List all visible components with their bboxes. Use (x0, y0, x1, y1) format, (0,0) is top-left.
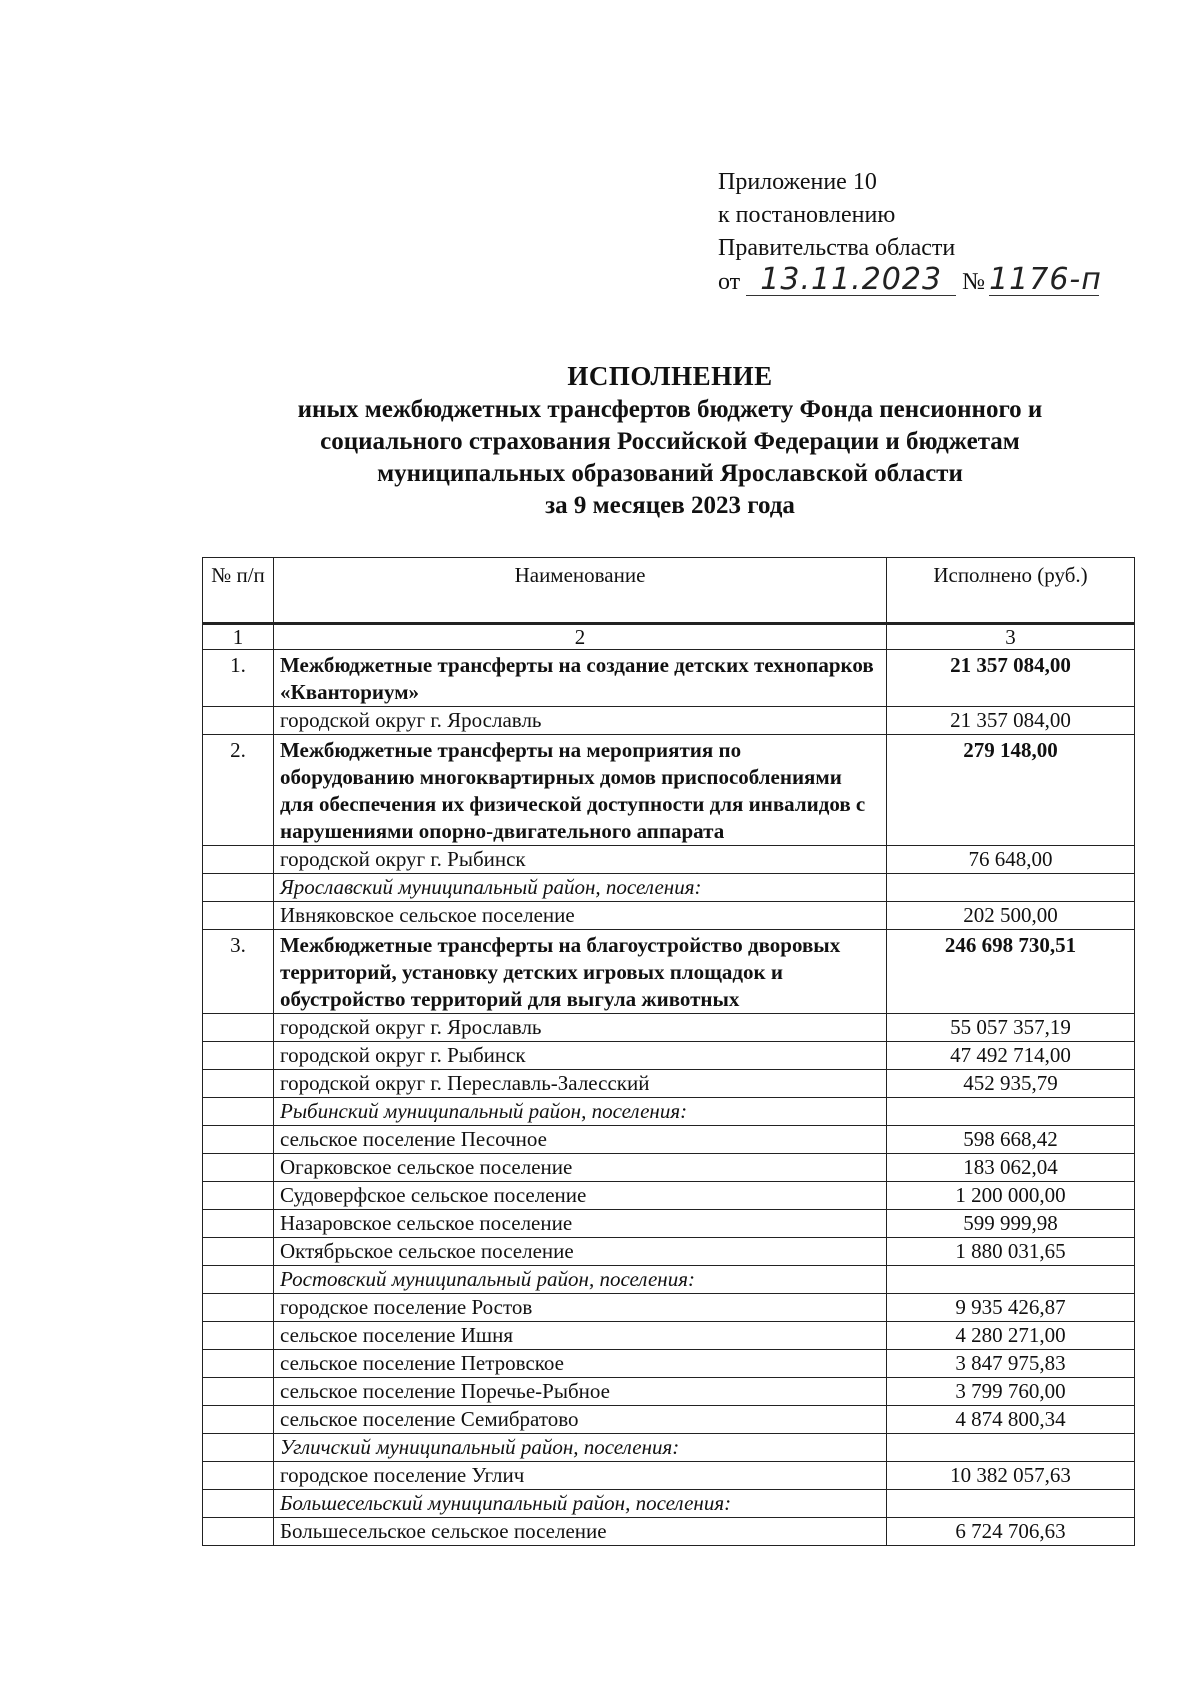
row-amount: 4 280 271,00 (887, 1322, 1135, 1350)
row-amount: 21 357 084,00 (887, 707, 1135, 735)
table-row (203, 1294, 1135, 1322)
row-name: Межбюджетные трансферты на создание детских технопарков «Кванториум» (274, 650, 887, 707)
header-name: Наименование (274, 558, 887, 624)
number-label: № (962, 269, 986, 295)
row-num (203, 902, 274, 930)
row-num (203, 1266, 274, 1294)
row-num (203, 707, 274, 735)
row-name: Угличский муниципальный район, поселения: (274, 1434, 887, 1462)
table-row (203, 1350, 1135, 1378)
row-amount (887, 1434, 1135, 1462)
row-amount: 6 724 706,63 (887, 1518, 1135, 1546)
table-row (203, 1042, 1135, 1070)
row-name: Межбюджетные трансферты на мероприятия по оборудованию многоквартирных домов приспособлениями для обеспечения их физической доступности для инвалидов с нарушениями опорно-двигательного аппарата (274, 735, 887, 846)
from-label: от (718, 269, 741, 295)
row-amount: 55 057 357,19 (887, 1014, 1135, 1042)
row-name: городской округ г. Переславль-Залесский (274, 1070, 887, 1098)
row-num (203, 1014, 274, 1042)
row-name: городской округ г. Ярославль (274, 1014, 887, 1042)
table-body (203, 650, 1135, 1546)
table-row (203, 1126, 1135, 1154)
row-name: городской округ г. Рыбинск (274, 846, 887, 874)
row-amount: 10 382 057,63 (887, 1462, 1135, 1490)
row-name: городской округ г. Ярославль (274, 707, 887, 735)
title-line-2: социального страхования Российской Федерации и бюджетам (320, 428, 1020, 455)
row-name: Судоверфское сельское поселение (274, 1182, 887, 1210)
table-row (203, 1238, 1135, 1266)
row-num (203, 1490, 274, 1518)
title-line-1: иных межбюджетных трансфертов бюджету Фонда пенсионного и (297, 396, 1043, 423)
row-amount: 279 148,00 (887, 735, 1135, 846)
row-num (203, 1322, 274, 1350)
column-number-2: 2 (274, 624, 887, 650)
appendix-line-3: Правительства области (718, 235, 956, 261)
row-amount: 246 698 730,51 (887, 930, 1135, 1014)
row-num (203, 1210, 274, 1238)
table-row (203, 1070, 1135, 1098)
table-row (203, 1098, 1135, 1126)
row-amount: 183 062,04 (887, 1154, 1135, 1182)
row-name: городское поселение Ростов (274, 1294, 887, 1322)
row-num (203, 1070, 274, 1098)
row-amount: 452 935,79 (887, 1070, 1135, 1098)
table-row (203, 846, 1135, 874)
row-num (203, 1154, 274, 1182)
row-amount: 3 799 760,00 (887, 1378, 1135, 1406)
handwritten-number: 1176-п (989, 262, 1102, 297)
row-amount: 599 999,98 (887, 1210, 1135, 1238)
header-amount: Исполнено (руб.) (887, 558, 1135, 624)
table-row (203, 1154, 1135, 1182)
row-amount: 1 200 000,00 (887, 1182, 1135, 1210)
row-amount: 9 935 426,87 (887, 1294, 1135, 1322)
header-num: № п/п (203, 558, 274, 624)
document-title (190, 360, 1150, 522)
row-num: 2. (203, 735, 274, 846)
row-amount: 47 492 714,00 (887, 1042, 1135, 1070)
table-row (203, 650, 1135, 707)
table-header-row (203, 558, 1135, 624)
row-num: 1. (203, 650, 274, 707)
row-num (203, 1294, 274, 1322)
title-line-3: муниципальных образований Ярославской области (377, 460, 963, 487)
row-name: Большесельское сельское поселение (274, 1518, 887, 1546)
table-row (203, 1490, 1135, 1518)
table-row (203, 1462, 1135, 1490)
table-row (203, 1182, 1135, 1210)
table-row (203, 1322, 1135, 1350)
row-num (203, 1350, 274, 1378)
row-num (203, 1462, 274, 1490)
row-name: Межбюджетные трансферты на благоустройство дворовых территорий, установку детских игровых площадок и обустройство территорий для выгула животных (274, 930, 887, 1014)
row-name: сельское поселение Семибратово (274, 1406, 887, 1434)
table-row (203, 1434, 1135, 1462)
row-amount (887, 1266, 1135, 1294)
table-row (203, 1210, 1135, 1238)
row-amount: 76 648,00 (887, 846, 1135, 874)
table-row (203, 707, 1135, 735)
row-name: сельское поселение Песочное (274, 1126, 887, 1154)
row-name: Назаровское сельское поселение (274, 1210, 887, 1238)
row-num (203, 1182, 274, 1210)
column-number-3: 3 (887, 624, 1135, 650)
row-name: Рыбинский муниципальный район, поселения: (274, 1098, 887, 1126)
table-row (203, 735, 1135, 846)
appendix-line-2: к постановлению (718, 202, 896, 228)
row-name: Ивняковское сельское поселение (274, 902, 887, 930)
row-num (203, 1238, 274, 1266)
column-numbers-row (203, 624, 1135, 650)
row-name: Большесельский муниципальный район, поселения: (274, 1490, 887, 1518)
row-num: 3. (203, 930, 274, 1014)
handwritten-date: 13.11.2023 (746, 265, 956, 296)
row-num (203, 1098, 274, 1126)
row-amount: 202 500,00 (887, 902, 1135, 930)
report-table (202, 557, 1135, 1546)
row-amount: 598 668,42 (887, 1126, 1135, 1154)
row-name: Огарковское сельское поселение (274, 1154, 887, 1182)
appendix-signature-line (718, 262, 1102, 299)
row-num (203, 1434, 274, 1462)
row-num (203, 1042, 274, 1070)
table-row (203, 902, 1135, 930)
table-row (203, 1378, 1135, 1406)
row-amount: 4 874 800,34 (887, 1406, 1135, 1434)
row-amount (887, 1098, 1135, 1126)
appendix-line-1: Приложение 10 (718, 169, 877, 195)
row-num (203, 874, 274, 902)
table-row (203, 1014, 1135, 1042)
row-num (203, 1518, 274, 1546)
row-name: Ростовский муниципальный район, поселения: (274, 1266, 887, 1294)
row-name: городской округ г. Рыбинск (274, 1042, 887, 1070)
row-num (203, 1126, 274, 1154)
row-amount: 3 847 975,83 (887, 1350, 1135, 1378)
table-row (203, 930, 1135, 1014)
row-num (203, 1378, 274, 1406)
table-row (203, 1518, 1135, 1546)
row-name: Ярославский муниципальный район, поселения: (274, 874, 887, 902)
table-row (203, 1406, 1135, 1434)
row-amount: 21 357 084,00 (887, 650, 1135, 707)
appendix-block (718, 166, 1102, 299)
row-name: Октябрьское сельское поселение (274, 1238, 887, 1266)
row-name: сельское поселение Петровское (274, 1350, 887, 1378)
column-number-1: 1 (203, 624, 274, 650)
row-num (203, 1406, 274, 1434)
row-num (203, 846, 274, 874)
table-row (203, 874, 1135, 902)
row-amount (887, 1490, 1135, 1518)
row-amount (887, 874, 1135, 902)
row-amount: 1 880 031,65 (887, 1238, 1135, 1266)
row-name: сельское поселение Поречье-Рыбное (274, 1378, 887, 1406)
row-name: городское поселение Углич (274, 1462, 887, 1490)
title-line-4: за 9 месяцев 2023 года (545, 492, 795, 519)
row-name: сельское поселение Ишня (274, 1322, 887, 1350)
title-main: ИСПОЛНЕНИЕ (567, 361, 773, 391)
table-row (203, 1266, 1135, 1294)
